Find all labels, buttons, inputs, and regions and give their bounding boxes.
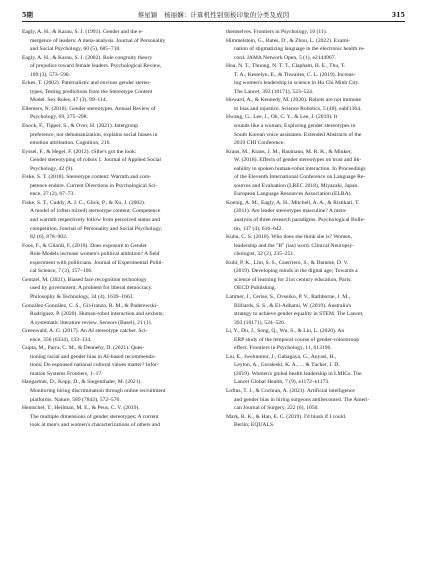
reference-entry: Latimer, J., Cerise, S., Ovseiko, P. V., Rathborne, J. M., Billiards, S. S., & El-Adhami, W. (2019). Australia's strategy to achieve gender equality in STEM. The Lancet, 393 (10171), 524–526. (226, 293, 364, 326)
reference-entry: Hentschel, T., Heilman, M. E., & Peus, C. V. (2019). The multiple dimensions of gender stereotypes; A current look at men's and women's characterizations of others and (22, 405, 161, 429)
page-number: 315 (391, 11, 405, 19)
references-right-column (226, 28, 405, 430)
reference-entry: Eckes, T. (2002). Paternalistic and envious gender stereo- types; Testing predictions from the Stereotype Content Model. Sex Roles, 47 (3), 99–114. (22, 80, 153, 104)
reference-entry: Fiske, S. T., Cuddy, A. J. C., Glick, P., & Xu, J. (2002). A model of (often mixed) stereotype content; Competence and warmth respectively follow from perceived status and competition. Journal of Personality and Social Psychology, 82 (6), 878–902. (22, 199, 163, 241)
reference-entry: Kraus, M., Kraus, J. M., Baumann, M. R. K., & Minker, W. (2018). Effects of gender stereotypes on trust and lik- eability in spoken human-robot interaction. In Proceedings of the Eleventh International Conference on Language Re- sources and Evaluation (LREC 2018), Miyazaki, Japan. European Language Resources Association (ELRA). (226, 148, 366, 198)
references-left-column (22, 28, 201, 430)
reference-entry: Ellemers, N. (2018). Gender stereotypes. Annual Review of Psychology, 69, 275–298. (22, 105, 156, 121)
reference-entry: Gentzel, M. (2021). Biased face recognition technology used by government; A problem for liberal democracy. Philosophy & Technology, 34 (4), 1639–1663. (22, 276, 153, 300)
reference-entry: themselves. Frontiers in Psychology, 10 (11). (226, 29, 328, 35)
reference-entry: Koenig, A. M., Eagly, A. H., Mitchell, A. A., & Ristikari, T. (2011). Are leader stereotypes masculine? A meta- analysis of three research paradigms. Psychological Bulle- tin, 137 (4), 616–642. (226, 199, 365, 232)
article-running-title: 蔡星颖 杨丽娴：计算机性别刻板印象的分类及成因 (137, 11, 290, 19)
reference-entry: Kuhl, P. K., Lim, S. S., Guerriero, S., & Damme, D. V. (2019). Developing minds in the digital age; Towards a science of learning for 21st century education, Paris; OECD Publishing. (226, 259, 358, 292)
running-header (22, 8, 405, 22)
reference-entry: Liu, E., Iwelunmor, J., Gabagaya, G., Anyasi, H., Leyton, A., Goraleski, K. A., ... & Tucker, J. D. (2019). Women's global health leadership in LMICs. The Lancet Global Health, 7 (9), e1172–e1173. (226, 353, 362, 386)
reference-entry: Enock, F., Tipper, S., & Over, H. (2021). Intergroup preference, not dehumanization, explains social biases in emotion attribution. Cognition, 216. (22, 123, 158, 147)
reference-entry: Fiske, S. T. (2018). Stereotype content: Warmth and com- petence endure. Current Directions in Psychological Sci- ence, 27 (2), 67–73. (22, 174, 158, 198)
reference-entry: Hwang, G., Lee, J., Oh, C. Y., & Lee, J. (2019). It sounds like a woman; Exploring gender stereotypes in South Korean voice assistants. Extended Abstracts of the 2019 CHI Conference. (226, 114, 362, 147)
reference-entry: Hoa, N. T., Thuong, N. T. T., Clapham, H. E., Thu, T. T. A., Kestelyn, E., & Thwaites, C. L. (2019). Increas- ing women's leadership in science in Ho Chi Minh City. The Lancet, 393 (10171), 523–524. (226, 63, 360, 95)
reference-entry: Greenwald, A. G. (2017). An AI stereotype catcher. Sci- ence, 356 (6334), 133–134. (22, 328, 148, 343)
reference-entry: Hangartner, D., Kopp, D., & Siegenthaler, M. (2021). Monitoring hiring discrimination through online recruitment platforms. Nature, 589 (7843), 572–576. (22, 379, 166, 403)
reference-entry: Himmelstein, G., Bates, D., & Zhou, L. (2022). Exami- nation of stigmatizing language in the electronic health re- cord. JAMA Network Open, 5 (1), e2144967. (226, 37, 365, 61)
issue-label: 5期 (22, 11, 33, 19)
reference-entry: Gupta, M., Parra, C. M., & Dennehy, D. (2021). Ques- tioning racial and gender bias in AI-based recommenda- tions; Do espoused national cultural values matter? Infor- mation Systems Frontiers, 1–17. (22, 345, 159, 377)
reference-entry: Eagly, A. H., & Karau, S. J. (1991). Gender and the e- mergence of leaders: A meta-analysis. Journal of Personality and Social Psychology, 60 (5), 685–710. (22, 29, 166, 53)
reference-entry: Mark, R. K., & Han, E. C. (2019). I'd blush if I could. Berlin; EQUALS. (226, 413, 347, 429)
reference-entry: Li, Y., Du, J., Song, Q., Wu, S., & Liu, L. (2020). An ERP study of the temporal course of gender-colorstroop effect. Frontiers in Psychology, 11, 613196. (226, 328, 360, 352)
reference-entry: Eyssel, F., & Hegel, F. (2012). (S)he's got the look: Gender stereotyping of robots 1. Journal of Applied Social Psychology, 42 (9). (22, 148, 161, 172)
reference-entry: Loftus, T. J., & Cochran, A. (2021). Artificial intelligence and gender bias in hiring surgeons antibecomed. The Ameri- can Journal of Surgery, 222 (6), 1050. (226, 387, 370, 412)
reference-entry: Eagly, A. H., & Karau, S. J. (2002). Role congruity theory of prejudice toward female leaders. Psychological Review, 109 (3), 573–598. (22, 54, 162, 78)
reference-entry: Foos, F., & Gilardi, F. (2019). Does exposure to Gender Role Models increase women's political ambition? A field experiment with politicians. Journal of Experimental Politi- cal Science, 7 (3), 157–166. (22, 242, 164, 275)
reference-entry: González-González, C. S., Gil-Iranzo, R. M., & Paderewski- Rodríguez, P. (2020). Human-robot interaction and sexbots; A systematic literature review. Sensors (Basel), 21 (1). (22, 302, 164, 326)
reference-entry: Howard, A., & Kennedy, M. (2020). Robots are not immune to bias and injustice. Science Robotics, 5 (48), eabf1364. (226, 97, 362, 112)
reference-entry: Kuhu, C. S. (2018). Who does she think she is? Women, leadership and the "B" (ias) word. Clinical Neuropsy- chologist, 32 (2), 235–251. (226, 234, 355, 258)
header-rule (22, 21, 405, 22)
